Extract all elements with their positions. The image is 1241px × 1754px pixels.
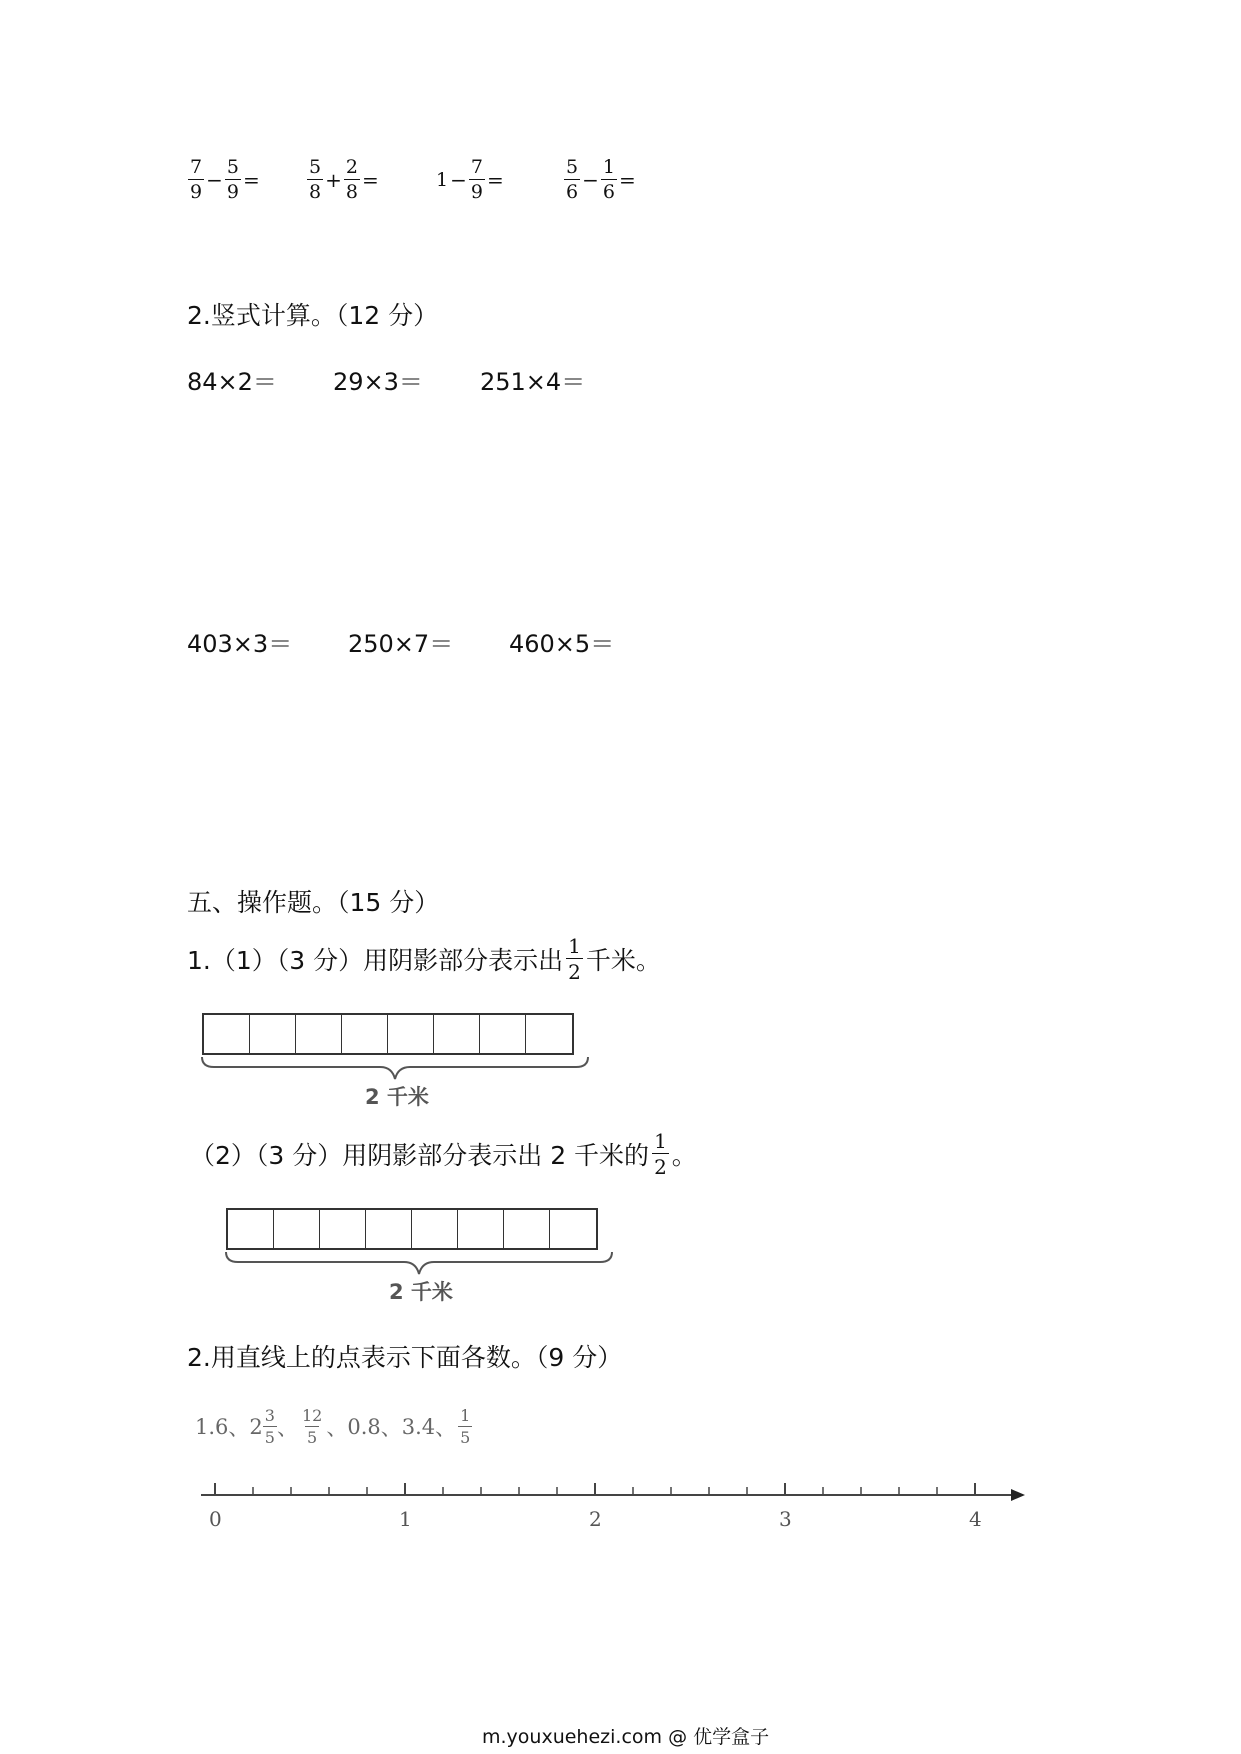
denominator: 9 bbox=[470, 181, 483, 203]
separator: 、 bbox=[435, 1416, 457, 1440]
numerator: 1 bbox=[568, 934, 581, 958]
distance-strip-1 bbox=[202, 1013, 574, 1055]
denominator: 8 bbox=[345, 181, 358, 203]
separator: 、 bbox=[228, 1416, 250, 1440]
footer-text: m.youxuehezi.com @ 优学盒子 bbox=[482, 1726, 770, 1748]
strip-cell[interactable] bbox=[342, 1015, 388, 1053]
denominator: 8 bbox=[309, 181, 322, 203]
calc-item: 460×5＝ bbox=[509, 630, 615, 658]
separator: 、 bbox=[380, 1416, 402, 1440]
numerator: 12 bbox=[301, 1406, 323, 1425]
strip-label-1: 2 千米 bbox=[365, 1085, 429, 1109]
equals-sign: = bbox=[618, 168, 636, 192]
fraction-exercise-3 bbox=[436, 158, 506, 202]
tick-label: 1 bbox=[399, 1507, 412, 1531]
question-suffix: 。 bbox=[671, 1141, 697, 1170]
question-text: （2）（3 分）用阴影部分表示出 2 千米的 bbox=[190, 1141, 650, 1170]
numerator: 7 bbox=[470, 156, 483, 178]
question-suffix: 千米。 bbox=[585, 946, 661, 975]
strip-cell[interactable] bbox=[228, 1210, 274, 1248]
strip-cell[interactable] bbox=[412, 1210, 458, 1248]
numerator: 3 bbox=[264, 1406, 275, 1425]
tick-label: 0 bbox=[209, 1507, 222, 1531]
number-item: 0.8 bbox=[347, 1415, 381, 1439]
strip-cell[interactable] bbox=[526, 1015, 572, 1053]
equals-sign: = bbox=[486, 168, 504, 192]
tick-label: 3 bbox=[779, 1507, 792, 1531]
strip-cell[interactable] bbox=[388, 1015, 434, 1053]
fraction-exercise-4 bbox=[564, 158, 638, 202]
equals-sign: = bbox=[242, 168, 260, 192]
numerator: 7 bbox=[190, 156, 203, 178]
denominator: 9 bbox=[226, 181, 239, 203]
strip-cell[interactable] bbox=[550, 1210, 596, 1248]
section2-title: 2.竖式计算。（12 分） bbox=[187, 301, 439, 330]
denominator: 2 bbox=[654, 1155, 667, 1179]
numerator: 5 bbox=[566, 156, 579, 178]
arrow-head-icon bbox=[1011, 1489, 1025, 1501]
distance-strip-2 bbox=[226, 1208, 598, 1250]
calc-item: 403×3＝ bbox=[187, 630, 293, 658]
denominator: 2 bbox=[568, 960, 581, 984]
calc-item: 251×4＝ bbox=[480, 368, 586, 396]
denominator: 5 bbox=[264, 1428, 275, 1447]
numerator: 1 bbox=[654, 1129, 667, 1153]
whole-number: 1 bbox=[436, 169, 449, 191]
q2-title: 2.用直线上的点表示下面各数。（9 分） bbox=[187, 1343, 623, 1372]
operator: − bbox=[582, 168, 599, 192]
number-line[interactable] bbox=[195, 1475, 1035, 1535]
tick-label: 4 bbox=[969, 1507, 982, 1531]
strip-cell[interactable] bbox=[296, 1015, 342, 1053]
separator: 、 bbox=[276, 1416, 298, 1440]
strip-cell[interactable] bbox=[480, 1015, 526, 1053]
calc-item: 84×2＝ bbox=[187, 368, 277, 396]
question-text: 1.（1）（3 分）用阴影部分表示出 bbox=[187, 946, 564, 975]
calc-item: 29×3＝ bbox=[333, 368, 423, 396]
q1-part2 bbox=[190, 1131, 697, 1177]
operator: − bbox=[206, 168, 223, 192]
strip-cell[interactable] bbox=[204, 1015, 250, 1053]
numerator: 5 bbox=[226, 156, 239, 178]
numerator: 5 bbox=[309, 156, 322, 178]
numerator: 1 bbox=[602, 156, 615, 178]
separator: 、 bbox=[326, 1416, 348, 1440]
strip-label-2: 2 千米 bbox=[389, 1280, 453, 1304]
denominator: 6 bbox=[602, 181, 615, 203]
numbers-list bbox=[195, 1408, 474, 1446]
strip-cell[interactable] bbox=[274, 1210, 320, 1248]
strip-cell[interactable] bbox=[458, 1210, 504, 1248]
denominator: 5 bbox=[307, 1428, 318, 1447]
fraction-exercise-1 bbox=[188, 158, 262, 202]
numerator: 2 bbox=[345, 156, 358, 178]
calc-item: 250×7＝ bbox=[348, 630, 454, 658]
denominator: 6 bbox=[566, 181, 579, 203]
operator: − bbox=[450, 168, 467, 192]
strip-cell[interactable] bbox=[504, 1210, 550, 1248]
strip-cell[interactable] bbox=[320, 1210, 366, 1248]
mixed-whole: 2 bbox=[249, 1415, 263, 1439]
strip-cell[interactable] bbox=[366, 1210, 412, 1248]
strip-cell[interactable] bbox=[434, 1015, 480, 1053]
equals-sign: = bbox=[361, 168, 379, 192]
number-item: 3.4 bbox=[401, 1415, 436, 1439]
denominator: 5 bbox=[460, 1428, 471, 1447]
section5-title: 五、操作题。（15 分） bbox=[187, 888, 440, 917]
q1-part1 bbox=[187, 936, 661, 982]
number-item: 1.6 bbox=[195, 1415, 229, 1439]
fraction-exercise-2 bbox=[307, 158, 381, 202]
tick-label: 2 bbox=[589, 1507, 602, 1531]
operator: + bbox=[325, 168, 342, 192]
numerator: 1 bbox=[460, 1406, 471, 1425]
denominator: 9 bbox=[190, 181, 203, 203]
strip-cell[interactable] bbox=[250, 1015, 296, 1053]
